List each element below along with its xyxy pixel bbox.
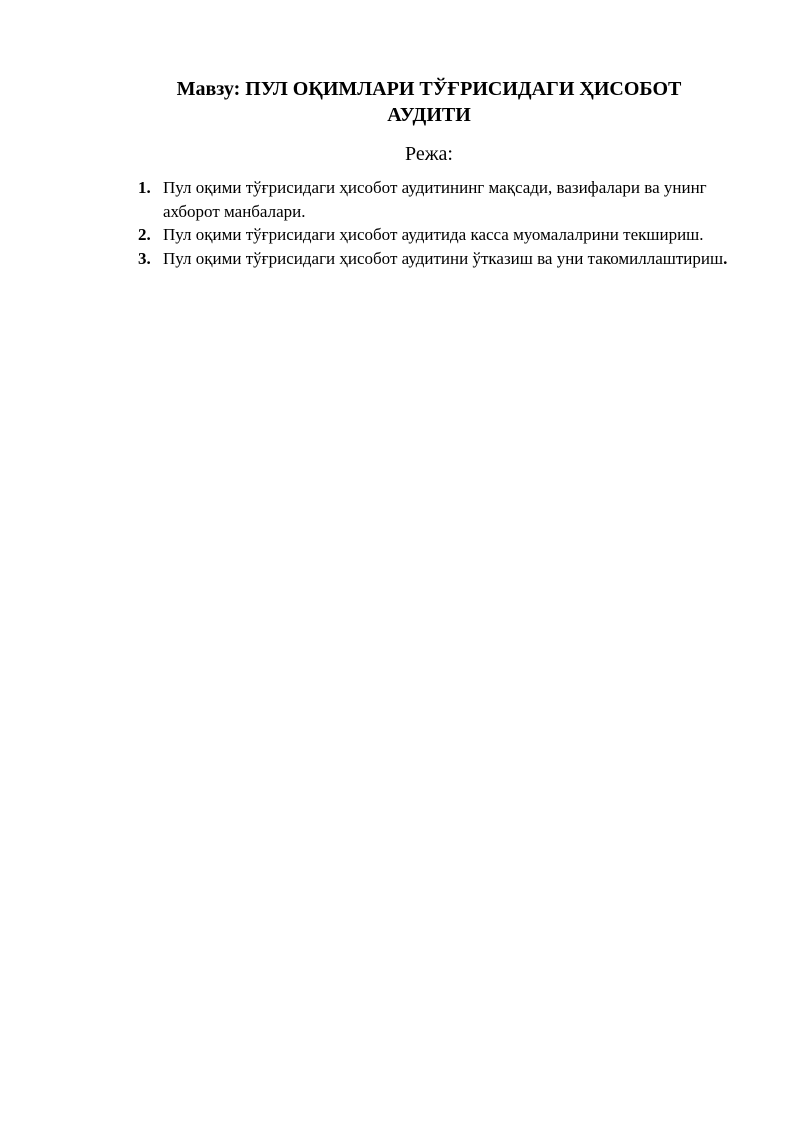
plan-item-2: [138, 223, 728, 247]
plan-item-number: 1.: [138, 178, 151, 197]
document-title: Мавзу: ПУЛ ОҚИМЛАРИ ТЎҒРИСИДАГИ ҲИСОБОТ АУДИТИ: [176, 78, 682, 126]
plan-item-3: [138, 247, 728, 271]
plan-item-body: Пул оқими тўғрисидаги ҳисобот аудитининг мақсади, вазифалари ва унинг ахборот манбалари.: [163, 178, 707, 221]
plan-item-number: 3.: [138, 248, 151, 268]
plan-item-number: 2.: [138, 225, 151, 244]
plan-item-body: Пул оқими тўғрисидаги ҳисобот аудитида касса муомалалрини текшириш.: [163, 225, 704, 244]
plan-heading: Режа:: [405, 143, 453, 165]
plan-item-1: [138, 176, 728, 223]
plan-item-text: [163, 176, 728, 223]
plan-item-end: .: [723, 248, 728, 268]
plan-item-text: [163, 223, 728, 247]
plan-item-body: Пул оқими тўғрисидаги ҳисобот аудитини ўтказиш ва уни такомиллаштириш: [163, 248, 724, 268]
plan-list: [138, 176, 728, 270]
plan-item-text: [163, 247, 728, 271]
